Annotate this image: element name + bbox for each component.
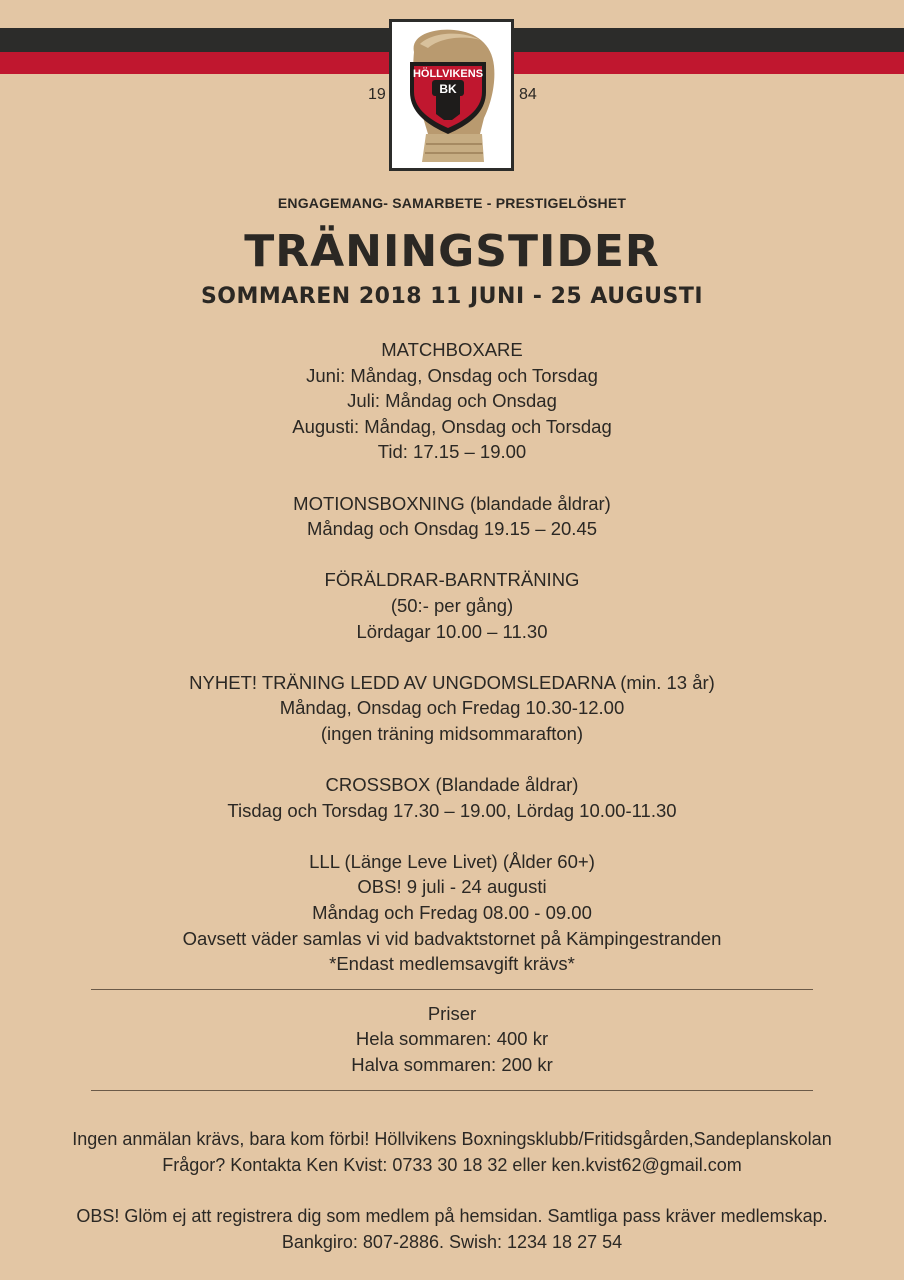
section-line: (50:- per gång) bbox=[390, 594, 514, 616]
logo-initials: BK bbox=[439, 82, 457, 96]
page-subtitle: SOMMAREN 2018 11 JUNI - 25 AUGUSTI bbox=[200, 284, 704, 309]
footer-info-block bbox=[0, 1127, 904, 1178]
page-title: TRÄNINGSTIDER bbox=[244, 226, 660, 277]
club-logo bbox=[389, 19, 514, 171]
section-ungdomsledarna bbox=[0, 670, 904, 747]
section-prices bbox=[0, 1001, 904, 1078]
section-line: Juni: Måndag, Onsdag och Torsdag bbox=[306, 364, 598, 386]
section-crossbox bbox=[0, 772, 904, 823]
section-line: OBS! 9 juli - 24 augusti bbox=[357, 876, 547, 898]
tagline: ENGAGEMANG- SAMARBETE - PRESTIGELÖSHET bbox=[277, 195, 627, 211]
schedule-content bbox=[0, 337, 904, 1102]
footer-payment-line: Bankgiro: 807-2886. Swish: 1234 18 27 54 bbox=[281, 1231, 623, 1252]
footer-notice-line: OBS! Glöm ej att registrera dig som medlem på hemsidan. Samtliga pass kräver medlemskap. bbox=[76, 1206, 828, 1226]
section-line: Juli: Måndag och Onsdag bbox=[347, 390, 557, 412]
section-line: (ingen träning midsommarafton) bbox=[320, 722, 584, 744]
section-matchboxare bbox=[0, 337, 904, 465]
section-line: *Endast medlemsavgift krävs* bbox=[329, 953, 575, 975]
section-lll bbox=[0, 849, 904, 977]
logo-name: HÖLLVIKENS bbox=[412, 68, 484, 80]
divider-bottom bbox=[91, 1090, 813, 1091]
section-heading: CROSSBOX (Blandade åldrar) bbox=[325, 774, 579, 796]
section-motionsboxning bbox=[0, 491, 904, 542]
section-line: Tid: 17.15 – 19.00 bbox=[377, 441, 527, 463]
section-line: Lördagar 10.00 – 11.30 bbox=[356, 620, 548, 642]
logo-year-right: 84 bbox=[519, 86, 537, 103]
footer-info-line: Ingen anmälan krävs, bara kom förbi! Höllvikens Boxningsklubb/Fritidsgården,Sandeplanskolan bbox=[72, 1129, 832, 1149]
divider-top bbox=[91, 989, 813, 990]
logo-year-left: 19 bbox=[368, 86, 386, 103]
section-line: Måndag och Fredag 08.00 - 09.00 bbox=[312, 902, 592, 924]
price-full-summer: Hela sommaren: 400 kr bbox=[355, 1028, 549, 1050]
section-line: Augusti: Måndag, Onsdag och Torsdag bbox=[292, 415, 612, 437]
section-heading: MOTIONSBOXNING (blandade åldrar) bbox=[293, 492, 611, 514]
section-line: Måndag och Onsdag 19.15 – 20.45 bbox=[306, 518, 598, 540]
section-heading: FÖRÄLDRAR-BARNTRÄNING bbox=[324, 569, 580, 591]
section-heading: MATCHBOXARE bbox=[381, 339, 523, 360]
section-heading: LLL (Länge Leve Livet) (Ålder 60+) bbox=[309, 850, 595, 872]
price-half-summer: Halva sommaren: 200 kr bbox=[351, 1054, 553, 1076]
section-line: Tisdag och Torsdag 17.30 – 19.00, Lördag 10.00-11.30 bbox=[227, 799, 677, 821]
section-line: Oavsett väder samlas vi vid badvaktstornet på Kämpingestranden bbox=[182, 927, 722, 949]
footer-contact-line: Frågor? Kontakta Ken Kvist: 0733 30 18 32 eller ken.kvist62@gmail.com bbox=[162, 1154, 742, 1175]
section-line: Måndag, Onsdag och Fredag 10.30-12.00 bbox=[279, 697, 625, 719]
section-heading: NYHET! TRÄNING LEDD AV UNGDOMSLEDARNA (min. 13 år) bbox=[189, 671, 715, 693]
section-foraldrar-barntraning bbox=[0, 567, 904, 644]
boxing-glove-icon bbox=[392, 22, 511, 168]
footer-notice-block bbox=[0, 1204, 904, 1255]
prices-heading: Priser bbox=[427, 1002, 477, 1024]
